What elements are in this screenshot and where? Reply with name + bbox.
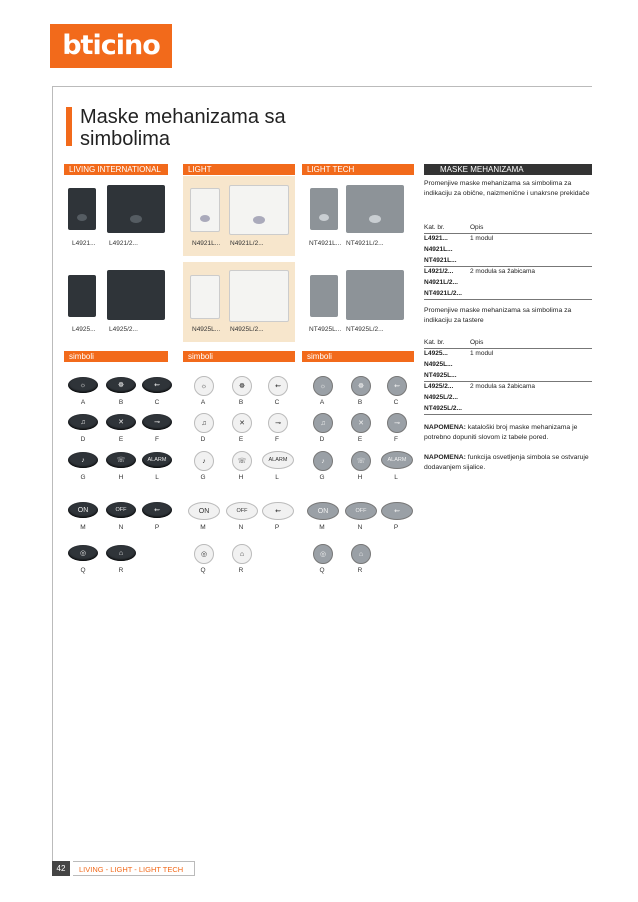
header-living: LIVING INTERNATIONAL xyxy=(64,164,168,175)
plate-light-2m-b xyxy=(229,270,289,322)
symbol-light-c: ⇜ xyxy=(268,376,288,396)
opis: 2 modula sa žabicama xyxy=(470,383,536,390)
symbol-living-m: ON xyxy=(68,502,98,518)
symbol-tech-f: ⊸ xyxy=(387,413,407,433)
table-row xyxy=(424,371,592,381)
symbol-living-f: ⊸ xyxy=(142,414,172,430)
kat-br: L4925/2... xyxy=(424,383,454,390)
code-living-3: L4925... xyxy=(72,326,96,333)
symbol-light-g: ♪ xyxy=(194,451,214,471)
code-living-4: L4925/2... xyxy=(109,326,138,333)
kat-br: N4925L/2... xyxy=(424,394,458,401)
opis: 2 modula sa žabicama xyxy=(470,268,536,275)
code-tech-3: NT4925L... xyxy=(309,326,342,333)
symbol-tech-n: OFF xyxy=(345,502,377,520)
symbol-living-r: ⌂ xyxy=(106,545,136,561)
symbol-letter: E xyxy=(357,436,363,443)
desc-1: Promenjive maske mehanizama sa simbolima za indikaciju za obične, naizmenične i unakrsne prekidače xyxy=(424,180,590,197)
plate-tech-1m xyxy=(310,188,338,230)
symbol-letter: R xyxy=(118,567,124,574)
symbol-letter: G xyxy=(80,474,86,481)
symbol-letter: D xyxy=(80,436,86,443)
title-accent xyxy=(66,107,72,146)
symbol-letter: E xyxy=(118,436,124,443)
symbol-light-q: ◎ xyxy=(194,544,214,564)
plate-tech-2m xyxy=(346,185,404,233)
plate-light-2m xyxy=(229,185,289,235)
header-light-tech: LIGHT TECH xyxy=(302,164,414,175)
table-row xyxy=(424,278,592,288)
symbol-letter: H xyxy=(118,474,124,481)
symbol-letter: P xyxy=(393,524,399,531)
brand-logo: bticino xyxy=(50,24,172,68)
kat-br: N4921L/2... xyxy=(424,279,458,286)
code-living-1: L4921... xyxy=(72,240,96,247)
symbol-light-n: OFF xyxy=(226,502,258,520)
header-simboli-1: simboli xyxy=(64,351,168,362)
plate-living-2m-b xyxy=(107,270,165,320)
symbol-letter: A xyxy=(319,399,325,406)
header-simboli-2: simboli xyxy=(183,351,295,362)
plate-living-1m xyxy=(68,188,96,230)
symbol-letter: B xyxy=(357,399,363,406)
symbol-tech-a: ☼ xyxy=(313,376,333,396)
symbol-letter: P xyxy=(154,524,160,531)
symbol-letter: R xyxy=(238,567,244,574)
page-title xyxy=(80,106,286,150)
symbol-letter: C xyxy=(274,399,280,406)
symbol-letter: B xyxy=(238,399,244,406)
symbol-letter: H xyxy=(238,474,244,481)
symbol-light-e: ✕ xyxy=(232,413,252,433)
plate-tech-2m-b xyxy=(346,270,404,320)
table-row xyxy=(424,234,592,244)
symbol-letter: L xyxy=(394,474,398,481)
symbol-living-c: ⇜ xyxy=(142,377,172,393)
symbol-living-a: ☼ xyxy=(68,377,98,393)
symbol-letter: L xyxy=(155,474,159,481)
symbol-tech-c: ⇜ xyxy=(387,376,407,396)
symbol-tech-r: ⌂ xyxy=(351,544,371,564)
symbol-letter: P xyxy=(274,524,280,531)
kat-br: L4925... xyxy=(424,350,448,357)
kat-br: L4921... xyxy=(424,235,448,242)
kat-br: L4921/2... xyxy=(424,268,454,275)
desc-2: Promenjive maske mehanizama sa simbolima za indikaciju za tastere xyxy=(424,307,572,324)
symbol-light-f: ⊸ xyxy=(268,413,288,433)
symbol-letter: G xyxy=(200,474,206,481)
table-row xyxy=(424,404,592,414)
code-living-2: L4921/2... xyxy=(109,240,138,247)
footer-text: LIVING - LIGHT - LIGHT TECH xyxy=(73,861,195,876)
table-row xyxy=(424,349,592,359)
margin-rule xyxy=(52,86,53,876)
symbol-living-e: ✕ xyxy=(106,414,136,430)
code-light-4: N4925L/2... xyxy=(230,326,264,333)
plate-light-1m-b xyxy=(190,275,220,319)
opis: 1 modul xyxy=(470,235,494,242)
header-simboli-3: simboli xyxy=(302,351,414,362)
symbol-letter: M xyxy=(319,524,325,531)
code-tech-1: NT4921L... xyxy=(309,240,342,247)
symbol-letter: Q xyxy=(319,567,325,574)
table-row xyxy=(424,267,592,277)
note-2: NAPOMENA: funkcija osvetljenja simbola se ostvaruje dodavanjem sijalice. xyxy=(424,454,589,471)
symbol-light-p: ⇜ xyxy=(262,502,294,520)
page-number: 42 xyxy=(52,861,70,876)
symbol-living-d: ♫ xyxy=(68,414,98,430)
symbol-letter: M xyxy=(80,524,86,531)
table-rule xyxy=(424,414,592,415)
table2-header: Kat. br. Opis xyxy=(424,339,484,346)
header-maske: MASKE MEHANIZAMA xyxy=(424,164,592,175)
table-row xyxy=(424,393,592,403)
symbol-letter: Q xyxy=(80,567,86,574)
table-row xyxy=(424,256,592,266)
symbol-letter: F xyxy=(155,436,159,443)
symbol-letter: E xyxy=(238,436,244,443)
kat-br: N4921L... xyxy=(424,246,453,253)
symbol-tech-h: ☏ xyxy=(351,451,371,471)
symbol-tech-b: ☸ xyxy=(351,376,371,396)
header-rule xyxy=(52,86,592,87)
table-row xyxy=(424,360,592,370)
kat-br: NT4925L... xyxy=(424,372,457,379)
symbol-tech-p: ⇜ xyxy=(381,502,413,520)
symbol-letter: N xyxy=(118,524,124,531)
symbol-living-h: ☏ xyxy=(106,452,136,468)
symbol-letter: G xyxy=(319,474,325,481)
symbol-living-b: ☸ xyxy=(106,377,136,393)
table-rule xyxy=(424,299,592,300)
symbol-light-b: ☸ xyxy=(232,376,252,396)
symbol-letter: D xyxy=(200,436,206,443)
plate-tech-1m-b xyxy=(310,275,338,317)
symbol-living-g: ♪ xyxy=(68,452,98,468)
symbol-letter: H xyxy=(357,474,363,481)
symbol-light-d: ♫ xyxy=(194,413,214,433)
table-row xyxy=(424,382,592,392)
symbol-letter: B xyxy=(118,399,124,406)
page-title-line2: simbolima xyxy=(80,128,171,150)
header-light: LIGHT xyxy=(183,164,295,175)
code-tech-4: NT4925L/2... xyxy=(346,326,384,333)
plate-living-2m xyxy=(107,185,165,233)
symbol-tech-q: ◎ xyxy=(313,544,333,564)
symbol-letter: R xyxy=(357,567,363,574)
opis: 1 modul xyxy=(470,350,494,357)
kat-br: NT4925L/2... xyxy=(424,405,462,412)
symbol-tech-m: ON xyxy=(307,502,339,520)
symbol-letter: F xyxy=(394,436,398,443)
symbol-light-r: ⌂ xyxy=(232,544,252,564)
symbol-light-m: ON xyxy=(188,502,220,520)
code-light-3: N4925L... xyxy=(192,326,221,333)
table-row xyxy=(424,289,592,299)
symbol-letter: C xyxy=(154,399,160,406)
kat-br: N4925L... xyxy=(424,361,453,368)
symbol-letter: A xyxy=(200,399,206,406)
code-light-2: N4921L/2... xyxy=(230,240,264,247)
symbol-letter: M xyxy=(200,524,206,531)
symbol-letter: N xyxy=(357,524,363,531)
note-1: NAPOMENA: kataloški broj maske mehanizama je potrebno dopuniti slovom iz tabele pored. xyxy=(424,424,578,441)
page-title-line1: Maske mehanizama sa xyxy=(80,106,286,128)
symbol-tech-e: ✕ xyxy=(351,413,371,433)
symbol-letter: F xyxy=(275,436,279,443)
symbol-letter: C xyxy=(393,399,399,406)
symbol-letter: D xyxy=(319,436,325,443)
symbol-tech-d: ♫ xyxy=(313,413,333,433)
symbol-light-h: ☏ xyxy=(232,451,252,471)
symbol-living-l: ALARM xyxy=(142,452,172,468)
code-tech-2: NT4921L/2... xyxy=(346,240,384,247)
symbol-light-a: ☼ xyxy=(194,376,214,396)
symbol-living-p: ⇜ xyxy=(142,502,172,518)
symbol-letter: Q xyxy=(200,567,206,574)
kat-br: NT4921L... xyxy=(424,257,457,264)
symbol-living-n: OFF xyxy=(106,502,136,518)
symbol-tech-g: ♪ xyxy=(313,451,333,471)
symbol-letter: A xyxy=(80,399,86,406)
code-light-1: N4921L... xyxy=(192,240,221,247)
table-row xyxy=(424,245,592,255)
symbol-living-q: ◎ xyxy=(68,545,98,561)
symbol-letter: N xyxy=(238,524,244,531)
kat-br: NT4921L/2... xyxy=(424,290,462,297)
symbol-light-l: ALARM xyxy=(262,451,294,469)
plate-living-1m-b xyxy=(68,275,96,317)
symbol-letter: L xyxy=(275,474,279,481)
table1-header: Kat. br. Opis xyxy=(424,224,484,231)
symbol-tech-l: ALARM xyxy=(381,451,413,469)
plate-light-1m xyxy=(190,188,220,232)
